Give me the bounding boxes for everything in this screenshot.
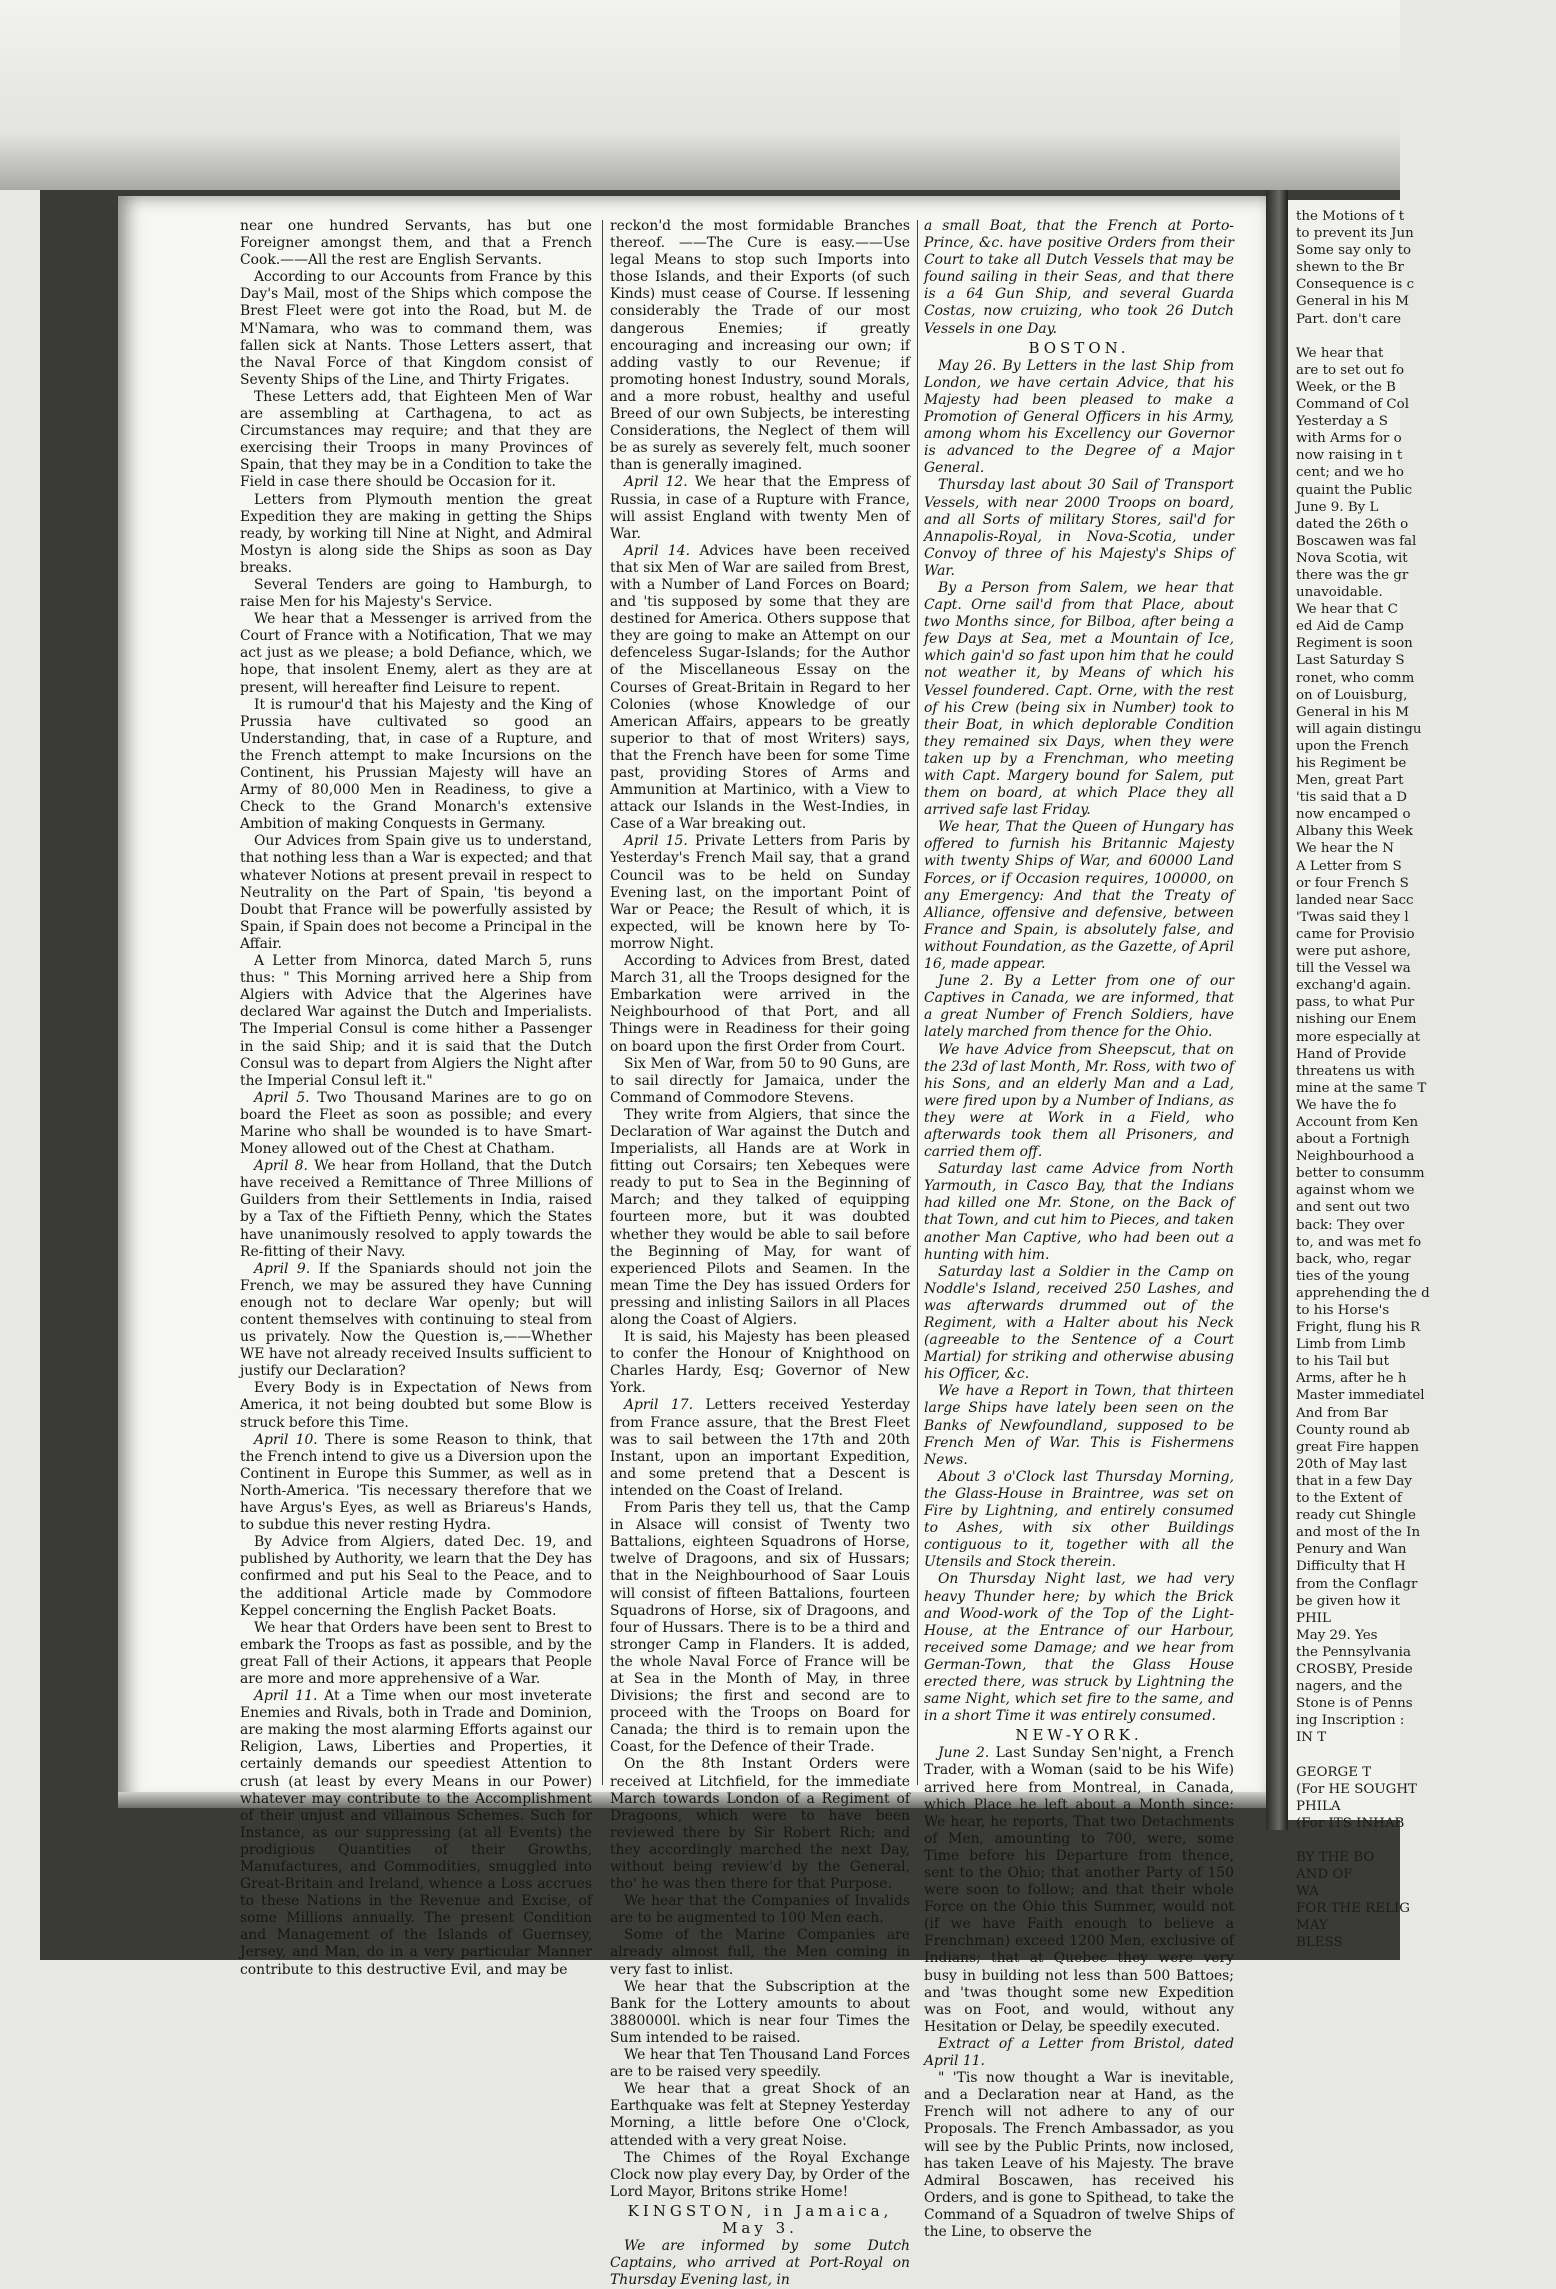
facing-page-line: Men, great Part: [1296, 773, 1404, 789]
dateline: April 9.: [254, 1260, 311, 1277]
dateline: April 12.: [624, 474, 688, 491]
paragraph-text: There is some Reason to think, that the French intend to give us a Diversion upon the Continent in Europe this Summer, as well as in North-America. 'Tis necessary therefore that we have Argus's Eyes, as well as Briareus's Hands, to subdue this never resting Hydra.: [240, 1431, 592, 1534]
paragraph-text: Advices have been received that six Men of War are sailed from Brest, with a Number of Land Forces on Board; and 'tis supposed by some that they are destined for America. Others suppose that they are going to make an Attempt on our defenceless Sugar-Islands; for the Author of the Miscellaneous Essay on the Courses of Great-Britain in Regard to her Colonies (whose Knowledge of our American Affairs, appears to be greatly superior to that of most Writers) says, that the French have been for some Time past, providing Stores of Arms and Ammunition at Martinico, with a View to attack our Islands in the West-Indies, in Case of a War breaking out.: [610, 542, 910, 833]
paragraph-text: We hear that the Empress of Russia, in case of a Rupture with France, will assist England with twenty Men of War.: [610, 474, 910, 542]
facing-page-line: CROSBY, Preside: [1296, 1661, 1413, 1677]
paragraph-text: By Advice from Algiers, dated Dec. 19, and published by Authority, we learn that the Dey has confirmed and put his Seal to the Peace, and to the additional Article made by Commodore Keppel concerning the English Packet Boats.: [240, 1534, 592, 1619]
news-paragraph: [610, 833, 910, 953]
facing-page-line: General in his M: [1296, 294, 1410, 310]
facing-page-line: from the Conflagr: [1296, 1576, 1418, 1592]
facing-page-line: Command of Col: [1296, 397, 1410, 413]
facing-page-line: and most of the In: [1296, 1525, 1421, 1541]
paragraph-text: Saturday last came Advice from North Yarmouth, in Casco Bay, that the Indians had killed one Mr. Stone, on the Back of that Town, and cut him to Pieces, and taken another Man Captive, who had been out a hunting with him.: [924, 1161, 1234, 1263]
facing-page-column: [1296, 208, 1556, 1952]
facing-page-line: exchang'd again.: [1296, 978, 1411, 994]
facing-page-line: against whom we: [1296, 1183, 1415, 1199]
section-heading: KINGSTON, in Jamaica, May 3.: [627, 2201, 893, 2237]
news-paragraph: [924, 1042, 1234, 1162]
paragraph-text: Every Body is in Expectation of News from America, it not being doubted but some Blow is struck before this Time.: [240, 1380, 592, 1431]
facing-page-line: [1296, 1832, 1556, 1849]
facing-page-line: Difficulty that H: [1296, 1559, 1406, 1575]
dateline: April 8.: [254, 1158, 308, 1175]
section-heading: BOSTON.: [1028, 338, 1130, 357]
dateline: April 17.: [624, 1397, 693, 1414]
news-paragraph: [610, 1056, 910, 1107]
facing-page-line: now raising in t: [1296, 448, 1403, 464]
article-column-3: [924, 218, 1235, 2240]
news-paragraph: [924, 218, 1234, 338]
news-paragraph: [240, 1090, 592, 1158]
facing-page-line: and sent out two: [1296, 1200, 1410, 1216]
news-paragraph: [240, 1158, 592, 1261]
scan-top-margin: [0, 0, 1400, 190]
article-column-1: [240, 218, 592, 1978]
facing-page-line: nagers, and the: [1296, 1679, 1403, 1695]
paragraph-text: Letters received Yesterday from France assure, that the Brest Fleet was to sail between the 17th and 20th Instant, upon an important Expedition, and some pretend that a Descent is intended on the Coast of Ireland.: [610, 1397, 910, 1499]
paragraph-text: Thursday last about 30 Sail of Transport Vessels, with near 2000 Troops on board, and all Sorts of military Stores, sail'd for Annapolis-Royal, in Nova-Scotia, under Convoy of three of his Majesty's Ships of War.: [924, 477, 1234, 579]
facing-page-line: now encamped o: [1296, 807, 1411, 823]
facing-page-line: landed near Sacc: [1296, 892, 1414, 908]
news-paragraph: [240, 269, 592, 389]
paragraph-text: We hear from Holland, that the Dutch have received a Remittance of Three Millions of Guilders from their Settlements in India, raised by a Tax of the Fiftieth Penny, which the States have unanimously resolved to apply towards the Re-fitting of their Navy.: [240, 1158, 592, 1260]
facing-page-line: We hear that: [1296, 345, 1384, 361]
paragraph-text: According to Advices from Brest, dated March 31, all the Troops designed for the Embarkation were arrived in the Neighbourhood of that Port, and all Things were in Readiness for their going on board upon the first Order from Court.: [610, 953, 910, 1055]
facing-page-line: BLESS: [1296, 1935, 1343, 1951]
facing-page-line: PHILA: [1296, 1798, 1341, 1814]
facing-page-line: 'tis said that a D: [1296, 790, 1408, 806]
facing-page-line: to prevent its Jun: [1296, 226, 1414, 242]
dateline: April 10.: [254, 1431, 318, 1448]
news-paragraph: [924, 819, 1234, 973]
paragraph-text: We are informed by some Dutch Captains, who arrived at Port-Royal on Thursday Evening last, in: [610, 2238, 910, 2289]
paragraph-text: On Thursday Night last, we had very heavy Thunder here; by which the Brick and Wood-work of the Top of the Light-House, at the Entrance of our Harbour, received some Damage; and we hear from German-Town, that the Glass House erected there, was struck by Lightning the same Night, which set fire to the same, and in a short Time it was entirely consumed.: [924, 1571, 1234, 1725]
book-gutter: [1266, 190, 1288, 1830]
facing-page-line: ties of the young: [1296, 1268, 1410, 1284]
news-paragraph: [240, 1688, 592, 1979]
news-paragraph: [610, 1979, 910, 2047]
section-heading: NEW-YORK.: [1015, 1726, 1143, 1745]
news-paragraph: [610, 2047, 910, 2081]
facing-page-line: Yesterday a S: [1296, 414, 1388, 430]
paragraph-text: a small Boat, that the French at Porto-Prince, &c. have positive Orders from their Court to take all Dutch Vessels that may be found sailing in their Seas, and that there is a 64 Gun Ship, and several Guarda Costas, now cruizing, who took 26 Dutch Vessels in one Day.: [924, 218, 1234, 337]
facing-page-line: Week, or the B: [1296, 379, 1396, 395]
paragraph-text: We hear that the Subscription at the Bank for the Lottery amounts to about 3880000l. which is near four Times the Sum intended to be raised.: [610, 1978, 910, 2046]
facing-page-line: Stone is of Penns: [1296, 1696, 1413, 1712]
news-paragraph: [240, 1620, 592, 1688]
news-paragraph: [610, 1397, 910, 1500]
facing-page-line: Last Saturday S: [1296, 653, 1405, 669]
dateline: Extract of a Letter from Bristol, dated April 11.: [924, 2035, 1234, 2070]
facing-page-line: the Motions of t: [1296, 209, 1405, 224]
facing-page-line: on of Louisburg,: [1296, 687, 1408, 703]
facing-page-line: ready cut Shingle: [1296, 1508, 1416, 1524]
dateline: May 26.: [938, 357, 997, 374]
news-paragraph: [240, 697, 592, 834]
news-paragraph: [924, 358, 1234, 478]
news-paragraph: [240, 833, 592, 953]
facing-page-line: or four French S: [1296, 875, 1409, 891]
facing-page-line: Limb from Limb: [1296, 1337, 1406, 1353]
facing-page-line: better to consumm: [1296, 1166, 1425, 1182]
news-paragraph: [610, 1500, 910, 1756]
facing-page-line: more especially at: [1296, 1029, 1421, 1045]
facing-page-line: And from Bar: [1296, 1405, 1388, 1421]
news-paragraph: [240, 1432, 592, 1535]
facing-page-line: be given how it: [1296, 1593, 1401, 1609]
facing-page-line: County round ab: [1296, 1422, 1410, 1438]
paragraph-text: We hear that Ten Thousand Land Forces are to be raised very speedily.: [610, 2047, 910, 2081]
facing-page-line: Consequence is c: [1296, 277, 1415, 293]
facing-page-line: Hand of Provide: [1296, 1046, 1407, 1062]
facing-page-line: that in a few Day: [1296, 1473, 1412, 1489]
news-paragraph: [924, 2070, 1234, 2241]
news-paragraph: [924, 1745, 1234, 2036]
facing-page-line: there was the gr: [1296, 567, 1409, 583]
paragraph-text: " 'Tis now thought a War is inevitable, and a Declaration near at Hand, as the French will not adhere to any of our Proposals. The French Ambassador, as you will see by the Public Prints, now inclosed, has taken Leave of his Majesty. The brave Admiral Boscawen, has received his Orders, and is gone to Spithead, to take the Command of a Squadron of twelve Ships of the Line, to observe the: [924, 2070, 1234, 2240]
column-rule: [917, 220, 918, 1785]
facing-page-line: MAY: [1296, 1918, 1328, 1934]
news-paragraph: [924, 580, 1234, 819]
facing-page-line: upon the French: [1296, 738, 1409, 754]
facing-page-line: PHIL: [1296, 1610, 1331, 1626]
facing-page-line: FOR THE RELIG: [1296, 1901, 1410, 1917]
facing-page-line: the Pennsylvania: [1296, 1644, 1411, 1660]
facing-page-line: Arms, after he h: [1296, 1371, 1407, 1387]
news-paragraph: [610, 543, 910, 834]
news-paragraph: [240, 611, 592, 696]
facing-page-line: mine at the same T: [1296, 1080, 1427, 1096]
news-paragraph: [610, 218, 910, 474]
news-paragraph: [924, 2036, 1234, 2070]
dateline: April 15.: [624, 833, 688, 850]
dateline: April 5.: [254, 1089, 310, 1106]
facing-page-line: AND OF: [1296, 1867, 1353, 1883]
facing-page-line: apprehending the d: [1296, 1285, 1430, 1301]
facing-page-line: Fright, flung his R: [1296, 1320, 1421, 1336]
news-paragraph: [924, 477, 1234, 580]
facing-page-line: Nova Scotia, wit: [1296, 550, 1408, 566]
paragraph-text: By a Person from Salem, we hear that Capt. Orne sail'd from that Place, about two Months since, for Bilboa, after being a few Days at Sea, met a Mountain of Ice, which gain'd so fast upon him that he could not weather it, by Means of which his Vessel foundered. Capt. Orne, with the rest of his Crew (being six in Number) took to their Boat, in which deplorable Condition they remained six Days, when they were taken up by a Frenchman, who meeting with Capt. Margery bound for Salem, put them on board, at which Place they all arrived safe last Friday.: [924, 579, 1234, 819]
facing-page-line: Some say only to: [1296, 243, 1412, 259]
facing-page-line: (For ITS INHAB: [1296, 1815, 1405, 1831]
news-paragraph: [610, 2238, 910, 2289]
dateline: June 2.: [938, 973, 994, 990]
news-paragraph: [610, 474, 910, 542]
facing-page-line: Boscawen was fal: [1296, 533, 1417, 549]
facing-page-line: nishing our Enem: [1296, 1012, 1417, 1028]
paragraph-text: Last Sunday Sen'night, a French Trader, with a Woman (said to be his Wife) arrived here from Montreal, in Canada, which Place he left about a Month since: We hear, he reports, That two Detachments of Men, amounting to 700, were, some Time before his Departure from thence, sent to the Ohio; that another Party of 150 were soon to follow; and that their whole Force on the Ohio this Summer, would not (if we have Faith enough to believe a Frenchman) exceed 1200 Men, exclusive of Indians; that at Quebec they were very busy in building not less than 500 Battoes; and 'twas thought some new Expedition was on Foot, and would, without any Hesitation or Delay, be speedily executed.: [924, 1745, 1234, 2035]
paragraph-text: We hear that a Messenger is arrived from the Court of France with a Notification, That we may act just as we please; a bold Defiance, which, we hope, that insolent Enemy, alert as they are at present, will hereafter find Leisure to repent.: [240, 611, 592, 696]
facing-page-line: pass, to what Pur: [1296, 995, 1415, 1011]
news-paragraph: [240, 953, 592, 1090]
paragraph-text: We hear that Orders have been sent to Brest to embark the Troops as fast as possible, and by the great Fall of their Actions, it appears that People are more and more apprehensive of a War.: [240, 1619, 592, 1687]
facing-page-line: (For HE SOUGHT: [1296, 1781, 1417, 1797]
paragraph-text: Several Tenders are going to Hamburgh, to raise Men for his Majesty's Service.: [240, 576, 592, 611]
facing-page-line: [1296, 328, 1556, 345]
facing-page-line: are to set out fo: [1296, 362, 1405, 378]
paragraph-text: A Letter from Minorca, dated March 5, runs thus: " This Morning arrived here a Ship from Algiers with Advice that the Algerines have declared War against the Dutch and Imperialists. The Imperial Consul is come hither a Passenger in the said Ship; and it is said that the Dutch Consul was to depart from Algiers the Night after the Imperial Consul left it.": [240, 953, 592, 1089]
facing-page-line: Regiment is soon: [1296, 636, 1413, 652]
facing-page-line: Penury and Wan: [1296, 1542, 1407, 1558]
facing-page-line: shewn to the Br: [1296, 260, 1404, 276]
news-paragraph: [610, 1756, 910, 1893]
paragraph-text: It is rumour'd that his Majesty and the King of Prussia have cultivated so good an Understanding, that, in case of a Rupture, and the French attempt to make Incursions on the Continent, his Prussian Majesty will have an Army of 80,000 Men in Readiness, to give a Check to the Grand Monarch's extensive Ambition of making Conquests in Germany.: [240, 696, 592, 833]
news-paragraph: [924, 1469, 1234, 1572]
facing-page-line: We hear the N: [1296, 841, 1394, 857]
paragraph-text: About 3 o'Clock last Thursday Morning, the Glass-House in Braintree, was set on Fire by Lightning, and entirely consumed to Ashes, with six other Buildings contiguous to it, together with all the Utensils and Stock therein.: [924, 1468, 1234, 1571]
facing-page-line: We hear that C: [1296, 602, 1398, 618]
facing-page-line: May 29. Yes: [1296, 1627, 1378, 1643]
facing-page-line: ronet, who comm: [1296, 670, 1415, 686]
news-paragraph: [610, 1329, 910, 1397]
facing-page-line: cent; and we ho: [1296, 465, 1404, 481]
paragraph-text: We have Advice from Sheepscut, that on the 23d of last Month, Mr. Ross, with two of his Sons, and an elderly Man and a Lad, were fired upon by a Number of Indians, as they were at Work in a Field, who afterwards took them all Prisoners, and carried them off.: [924, 1041, 1234, 1161]
facing-page-line: unavoidable.: [1296, 585, 1383, 601]
facing-page-line: quaint the Public: [1296, 482, 1413, 498]
dateline: April 14.: [624, 542, 690, 559]
dateline: June 2.: [938, 1745, 990, 1762]
news-paragraph: [240, 1380, 592, 1431]
news-paragraph: [610, 2081, 910, 2149]
facing-page-line: till the Vessel wa: [1296, 961, 1411, 977]
facing-page-line: [1296, 1746, 1556, 1763]
paragraph-text: We hear that the Companies of Invalids are to be augmented to 100 Men each.: [610, 1893, 910, 1927]
facing-page-line: 20th of May last: [1296, 1456, 1407, 1472]
facing-page-line: Account from Ken: [1296, 1114, 1419, 1130]
facing-page-line: GEORGE T: [1296, 1764, 1372, 1780]
paragraph-text: Six Men of War, from 50 to 90 Guns, are to sail directly for Jamaica, under the Command of Commodore Stevens.: [610, 1055, 910, 1106]
news-paragraph: [240, 1534, 592, 1619]
news-paragraph: [924, 973, 1234, 1041]
facing-page-line: General in his M: [1296, 704, 1410, 720]
facing-page-line: dated the 26th o: [1296, 516, 1409, 532]
news-paragraph: [924, 1161, 1234, 1264]
news-paragraph: [610, 1893, 910, 1927]
paragraph-text: Two Thousand Marines are to go on board the Fleet as soon as possible; and every Marine who shall be wounded is to have Smart-Money allowed out of the Chest at Chatham.: [240, 1089, 592, 1158]
paragraph-text: These Letters add, that Eighteen Men of War are assembling at Carthagena, to act as Circumstances may require; and that they are exercising their Troops in many Provinces of Spain, that they may be in a Condition to take the Field in case there should be Occasion for it.: [240, 388, 592, 491]
facing-page-line: WA: [1296, 1884, 1319, 1900]
paragraph-text: The Chimes of the Royal Exchange Clock now play every Day, by Order of the Lord Mayor, Britons strike Home!: [610, 2149, 910, 2200]
paragraph-text: It is said, his Majesty has been pleased to confer the Honour of Knighthood on Charles Hardy, Esq; Governor of New York.: [610, 1329, 910, 1397]
paragraph-text: At a Time when our most inveterate Enemies and Rivals, both in Trade and Dominion, are making the most alarming Efforts against our Religion, Laws, Liberties and Properties, it certainly demands our speediest Attention to crush (at least by every Means in our Power) whatever may contribute to the Accomplishment of their unjust and villainous Schemes. Such for Instance, as our suppressing (at all Events) the prodigious Quantities of their Growths, Manufactures, and Commodities, smuggled into Great-Britain and Ireland, whence a Loss accrues to these Nations in the Revenue and Excise, of some Millions annually. The present Condition and Management of the Islands of Guernsey, Jersey, and Man, do in a very particular Manner contribute to this destructive Evil, and may be: [240, 1688, 592, 1978]
facing-page-line: to his Horse's: [1296, 1303, 1390, 1318]
facing-page-line: Albany this Week: [1296, 824, 1414, 840]
facing-page-line: about a Fortnigh: [1296, 1132, 1410, 1148]
facing-page-line: with Arms for o: [1296, 431, 1402, 447]
news-paragraph: [240, 218, 592, 269]
news-paragraph: [240, 1261, 592, 1381]
facing-page-line: We have the fo: [1296, 1097, 1397, 1113]
news-paragraph: [924, 1571, 1234, 1725]
paragraph-text: Our Advices from Spain give us to understand, that nothing less than a War is expected; and that whatever Notions at present prevail in respect to Neutrality on the Part of Spain, 'tis beyond a Doubt that France will be powerfully assisted by Spain, if Spain does not become a Principal in the Affair.: [240, 833, 592, 952]
facing-page-line: came for Provisio: [1296, 926, 1415, 942]
news-paragraph: [610, 1107, 910, 1329]
news-paragraph: [240, 389, 592, 492]
facing-page-line: 'Twas said they l: [1296, 909, 1409, 925]
paragraph-text: reckon'd the most formidable Branches thereof. ——The Cure is easy.——Use legal Means to stop such Imports into those Islands, and their Exports (of such Kinds) must cease of Course. If lessening considerably the Trade of our most dangerous Enemies; if greatly encouraging and increasing our own; if adding vastly to our Revenue; if promoting honest Industry, sound Morals, and a more robust, healthy and useful Breed of our own Subjects, be interesting Considerations, the Neglect of them will be as surely as severely felt, much sooner than is generally imagined.: [610, 218, 910, 474]
paragraph-text: They write from Algiers, that since the Declaration of War against the Dutch and Imperialists, all Hands are at Work in fitting out Corsairs; ten Xebeques were ready to put to Sea in the Beginning of March; and they talked of equipping fourteen more, but it was doubted whether they would be able to sail before the Beginning of May, for want of experienced Pilots and Seamen. In the mean Time the Dey has issued Orders for pressing and inlisting Sailors in all Places along the Coast of Algiers.: [610, 1106, 910, 1328]
news-paragraph: [240, 577, 592, 611]
paragraph-text: On the 8th Instant Orders were received at Litchfield, for the immediate March towards London of a Regiment of Dragoons, which were to have been reviewed there by Sir Robert Rich; and they accordingly marched the next Day, without being review'd by the General, tho' he was then there for that Purpose.: [610, 1756, 910, 1893]
news-paragraph: [924, 1383, 1234, 1468]
facing-page-line: will again distingu: [1296, 721, 1422, 737]
paragraph-text: Saturday last a Soldier in the Camp on Noddle's Island, received 250 Lashes, and was afterwards drummed out of the Regiment, with a Halter about his Neck (agreeable to the Sentence of a Court Martial) for striking and otherwise abusing his Officer, &c.: [924, 1263, 1234, 1383]
news-paragraph: [240, 492, 592, 577]
paragraph-text: By a Letter from one of our Captives in Canada, we are informed, that a great Number of French Soldiers, have lately marched from thence for the Ohio.: [924, 973, 1234, 1041]
facing-page-line: Master immediatel: [1296, 1388, 1425, 1404]
news-paragraph: [610, 1927, 910, 1978]
paragraph-text: By Letters in the last Ship from London, we have certain Advice, that his Majesty had been pleased to make a Promotion of General Officers in his Army, among whom his Excellency our Governor is advanced to the Degree of a Major General.: [924, 357, 1235, 477]
facing-page-line: back: They over: [1296, 1217, 1405, 1233]
facing-page-line: Neighbourhood a: [1296, 1149, 1415, 1165]
dateline: April 11.: [254, 1688, 318, 1705]
facing-page-line: ed Aid de Camp: [1296, 619, 1404, 635]
paragraph-text: From Paris they tell us, that the Camp in Alsace will consist of Twenty two Battalions, eighteen Squadrons of Horse, twelve of Dragoons, and six of Hussars; that in the Neighbourhood of Saar Louis will consist of fifteen Battalions, fourteen Squadrons of Horse, six of Dragoons, and four of Hussars. There is to be a third and stronger Camp in Flanders. It is added, the whole Naval Force of France will be at Sea in the Month of May, in three Divisions; the first and second are to proceed with the Troops on Board for Canada; the third is to remain upon the Coast, for the Defence of their Trade.: [610, 1500, 910, 1756]
facing-page-line: back, who, regar: [1296, 1251, 1411, 1267]
facing-page-line: his Regiment be: [1296, 756, 1407, 771]
article-column-2: [610, 218, 910, 2289]
paragraph-text: Letters from Plymouth mention the great Expedition they are making in getting the Ships ready, by working till Nine at Night, and Admiral Mostyn is along side the Ships as soon as Day breaks.: [240, 491, 592, 576]
paragraph-text: Some of the Marine Companies are already almost full, the Men coming in very fast to inlist.: [610, 1927, 910, 1978]
paragraph-text: We hear that a great Shock of an Earthquake was felt at Stepney Yesterday Morning, a little before One o'Clock, attended with a very great Noise.: [610, 2081, 910, 2149]
paragraph-text: Private Letters from Paris by Yesterday's French Mail say, that a grand Council was to be held on Sunday Evening last, on the important Point of War or Peace; the Result of which, it is expected, will be known here by To-morrow Night.: [610, 833, 910, 952]
facing-page-line: A Letter from S: [1296, 858, 1402, 874]
facing-page-line: to his Tail but: [1296, 1354, 1390, 1370]
paragraph-text: If the Spaniards should not join the French, we may be assured they have Cunning enough not to declare War openly; but will content themselves with continuing to steal from us privately. Now the Question is,——Whether WE have not already received Insults sufficient to justify our Declaration?: [240, 1260, 592, 1380]
facing-page-line: IN T: [1296, 1730, 1327, 1746]
facing-page-line: BY THE BO: [1296, 1850, 1375, 1865]
facing-page-line: to the Extent of: [1296, 1491, 1402, 1507]
facing-page-line: Part. don't care: [1296, 311, 1402, 327]
news-paragraph: [924, 1264, 1234, 1384]
paragraph-text: near one hundred Servants, has but one Foreigner amongst them, and that a French Cook.——All the rest are English Servants.: [240, 218, 592, 269]
paragraph-text: We have a Report in Town, that thirteen large Ships have lately been seen on the Banks of Newfoundland, supposed to be French Men of War. This is Fishermens News.: [924, 1383, 1234, 1468]
news-paragraph: [610, 953, 910, 1056]
news-paragraph: [610, 2150, 910, 2201]
facing-page-line: great Fire happen: [1296, 1439, 1419, 1455]
paragraph-text: According to our Accounts from France by this Day's Mail, most of the Ships which compose the Brest Fleet were got into the Road, but M. de M'Namara, who was to command them, was fallen sick at Nants. Those Letters assert, that the Naval Force of that Kingdom consist of Seventy Ships of the Line, and Thirty Frigates.: [240, 269, 592, 388]
facing-page-line: June 9. By L: [1296, 499, 1379, 515]
column-rule: [602, 220, 603, 1785]
facing-page-line: were put ashore,: [1296, 944, 1411, 960]
facing-page-line: to, and was met fo: [1296, 1234, 1422, 1250]
paragraph-text: We hear, That the Queen of Hungary has offered to furnish his Britannic Majesty with twenty Ships of War, and 60000 Land Forces, or if Occasion requires, 100000, on any Emergency: And that the Treaty of Alliance, offensive and defensive, between France and Spain, is absolutely false, and without Foundation, as the Gazette, of April 16, made appear.: [924, 819, 1234, 973]
facing-page-line: threatens us with: [1296, 1063, 1415, 1079]
facing-page-line: ing Inscription :: [1296, 1713, 1405, 1729]
